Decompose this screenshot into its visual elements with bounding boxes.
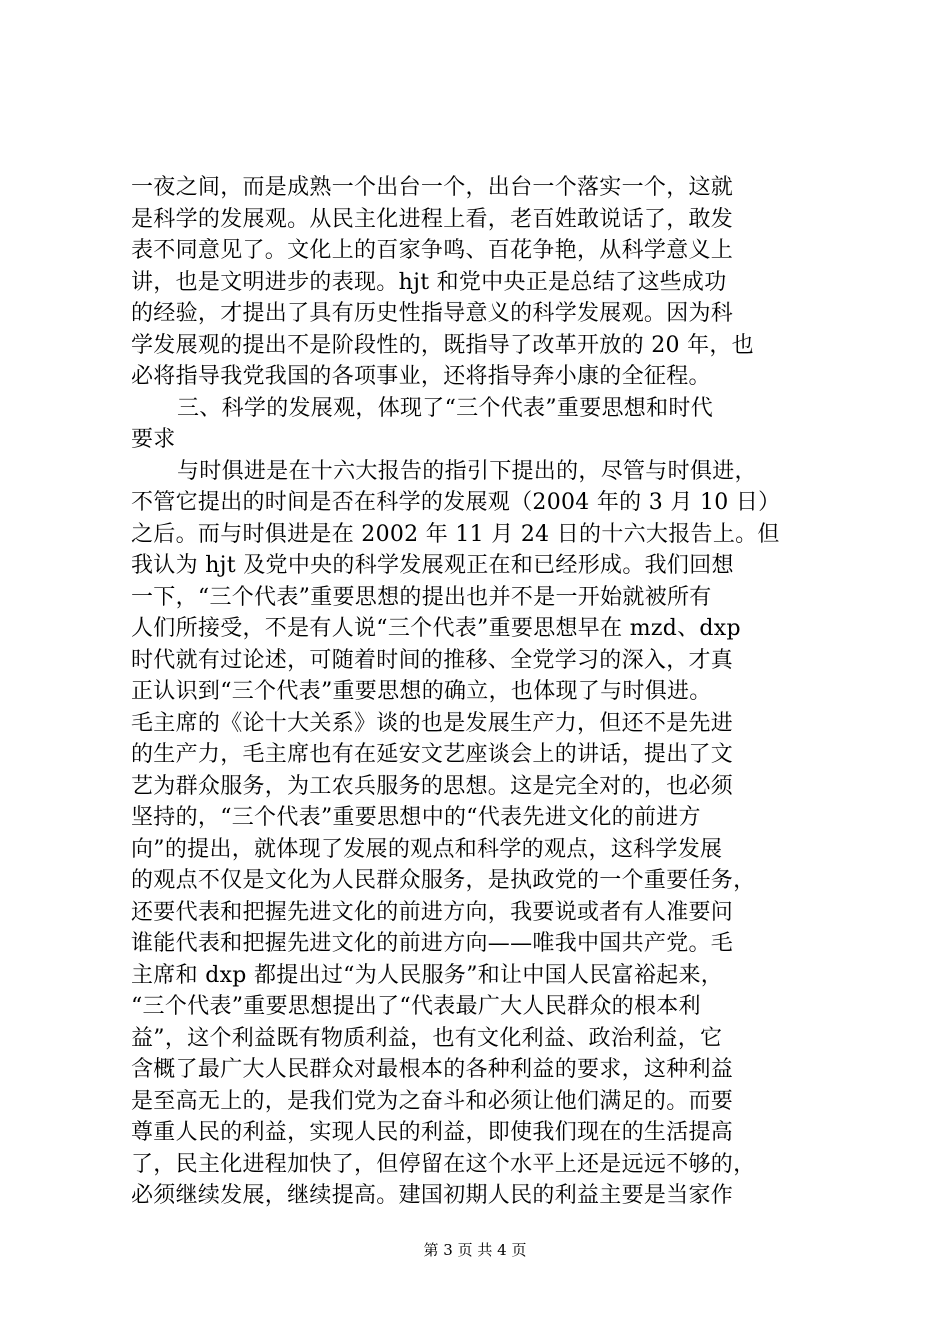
text-line: 还要代表和把握先进文化的前进方向，我要说或者有人准要问 (131, 899, 734, 925)
section-heading-continuation: 要求 (131, 427, 176, 452)
text-line: 尊重人民的利益，实现人民的利益，即使我们现在的生活提高 (131, 1120, 734, 1145)
text-line: 我认为 hjt 及党中央的科学发展观正在和已经形成。我们回想 (131, 553, 734, 578)
text-line: 的观点不仅是文化为人民群众服务，是执政党的一个重要任务， (131, 868, 756, 893)
text-line: 含概了最广大人民群众对最根本的各种利益的要求，这种利益 (131, 1057, 734, 1082)
text-line: 人们所接受，不是有人说“三个代表”重要思想早在 mzd、dxp (131, 616, 741, 641)
text-line: 是至高无上的，是我们党为之奋斗和必须让他们满足的。而要 (131, 1088, 734, 1114)
text-line: “三个代表”重要思想提出了“代表最广大人民群众的根本利 (131, 994, 701, 1019)
text-line: 的经验，才提出了具有历史性指导意义的科学发展观。因为科 (131, 301, 734, 326)
text-line: 学发展观的提出不是阶段性的，既指导了改革开放的 20 年，也 (131, 332, 754, 358)
document-body (131, 172, 831, 1212)
text-line: 一下，“三个代表”重要思想的提出也并不是一开始就被所有 (131, 584, 712, 610)
text-line: 艺为群众服务，为工农兵服务的思想。这是完全对的，也必须 (131, 773, 734, 799)
text-line: 之后。而与时俱进是在 2002 年 11 月 24 日的十六大报告上。但 (131, 521, 780, 547)
text-line: 向”的提出，就体现了发展的观点和科学的观点，这科学发展 (131, 836, 723, 862)
text-line: 了，民主化进程加快了，但停留在这个水平上还是远远不够的， (131, 1151, 756, 1177)
paragraph-start: 与时俱进是在十六大报告的指引下提出的，尽管与时俱进， (177, 458, 757, 484)
text-line: 益”，这个利益既有物质利益，也有文化利益、政治利益，它 (131, 1025, 723, 1051)
text-line: 必须继续发展，继续提高。建国初期人民的利益主要是当家作 (131, 1183, 734, 1208)
text-line: 主席和 dxp 都提出过“为人民服务”和让中国人民富裕起来， (131, 962, 724, 988)
text-line: 坚持的，“三个代表”重要思想中的“代表先进文化的前进方 (131, 805, 701, 830)
text-line: 表不同意见了。文化上的百家争鸣、百花争艳，从科学意义上 (131, 238, 734, 263)
text-line: 时代就有过论述，可随着时间的推移、全党学习的深入，才真 (131, 647, 734, 673)
page-footer: 第 3 页 共 4 页 (423, 1241, 527, 1259)
text-line: 谁能代表和把握先进文化的前进方向——唯我中国共产党。毛 (131, 931, 734, 956)
text-line: 一夜之间，而是成熟一个出台一个，出台一个落实一个，这就 (131, 175, 734, 200)
text-line: 不管它提出的时间是否在科学的发展观（2004 年的 3 月 10 日） (131, 490, 781, 515)
text-line: 是科学的发展观。从民主化进程上看，老百姓敢说话了，敢发 (131, 206, 734, 232)
text-line: 正认识到“三个代表”重要思想的确立，也体现了与时俱进。 (131, 679, 712, 704)
text-line: 毛主席的《论十大关系》谈的也是发展生产力，但还不是先进 (131, 710, 734, 736)
section-heading: 三、科学的发展观，体现了“三个代表”重要思想和时代 (177, 395, 713, 421)
text-line: 必将指导我党我国的各项事业，还将指导奔小康的全征程。 (131, 364, 711, 389)
text-line: 的生产力，毛主席也有在延安文艺座谈会上的讲话，提出了文 (131, 742, 734, 767)
text-line: 讲，也是文明进步的表现。hjt 和党中央正是总结了这些成功 (131, 269, 727, 295)
